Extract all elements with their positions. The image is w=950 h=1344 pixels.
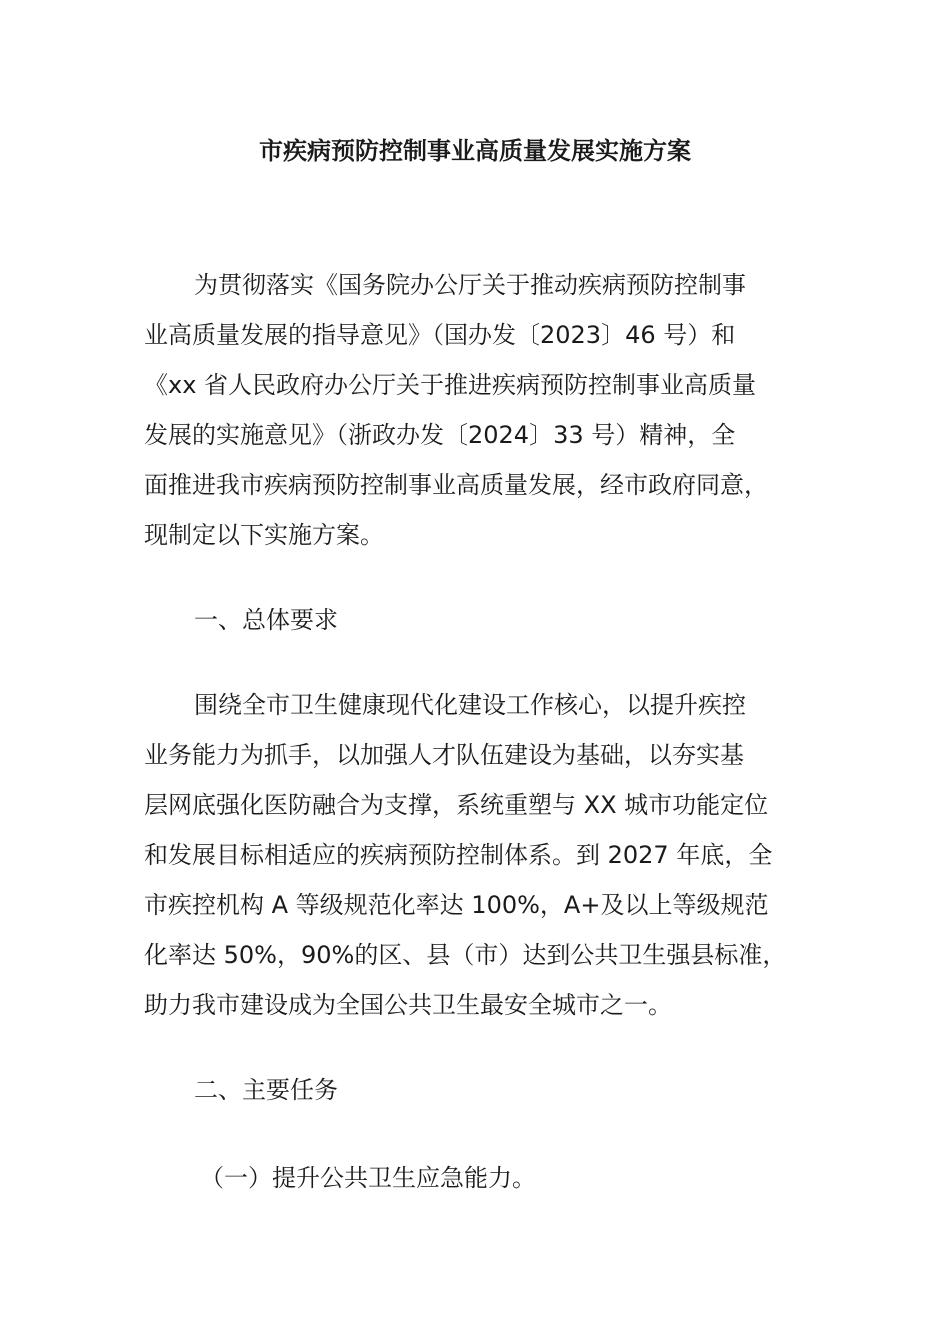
section-heading-main-tasks: 二、主要任务 <box>194 1076 338 1104</box>
overall-requirements-paragraph <box>144 680 820 1030</box>
intro-line: 现制定以下实施方案。 <box>144 521 384 549</box>
intro-line: 《xx 省人民政府办公厅关于推进疾病预防控制事业高质量 <box>144 371 757 399</box>
paragraph-line: 围绕全市卫生健康现代化建设工作核心，以提升疾控 <box>194 691 746 719</box>
intro-line: 为贯彻落实《国务院办公厅关于推动疾病预防控制事 <box>194 271 746 299</box>
paragraph-line: 助力我市建设成为全国公共卫生最安全城市之一。 <box>144 991 672 1019</box>
section-heading-overall-requirements: 一、总体要求 <box>194 606 338 634</box>
intro-line: 发展的实施意见》（浙政办发〔2024〕33 号）精神，全 <box>144 421 736 449</box>
paragraph-line: 和发展目标相适应的疾病预防控制体系。到 2027 年底，全 <box>144 841 773 869</box>
document-title: 市疾病预防控制事业高质量发展实施方案 <box>259 137 691 165</box>
paragraph-line: 化率达 50%，90%的区、县（市）达到公共卫生强县标准， <box>144 941 787 969</box>
intro-line: 面推进我市疾病预防控制事业高质量发展，经市政府同意， <box>144 471 768 499</box>
intro-line: 业高质量发展的指导意见》（国办发〔2023〕46 号）和 <box>144 321 736 349</box>
paragraph-line: 市疾控机构 A 等级规范化率达 100%，A+及以上等级规范 <box>144 891 769 919</box>
intro-paragraph <box>144 260 820 560</box>
paragraph-line: 层网底强化医防融合为支撑，系统重塑与 XX 城市功能定位 <box>144 791 769 819</box>
subsection-heading-emergency-capacity: （一）提升公共卫生应急能力。 <box>200 1164 536 1192</box>
paragraph-line: 业务能力为抓手，以加强人才队伍建设为基础，以夯实基 <box>144 741 744 769</box>
